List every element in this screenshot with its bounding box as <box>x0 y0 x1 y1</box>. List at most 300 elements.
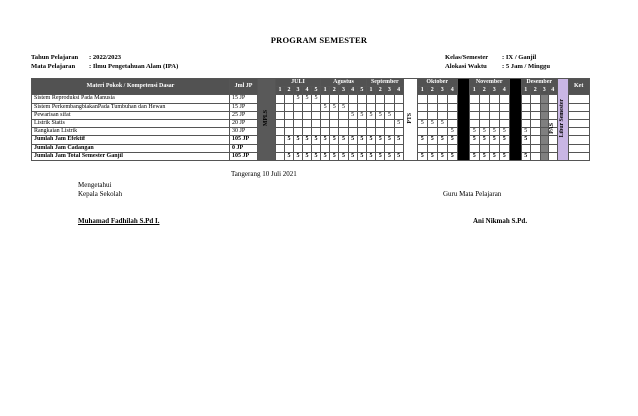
row-cell: 5 <box>447 128 457 136</box>
row-cell: 5 <box>366 136 375 144</box>
row-cell <box>530 144 540 152</box>
row-ket <box>568 152 589 160</box>
row-cell: 5 <box>366 152 375 160</box>
row-cell <box>303 144 312 152</box>
row-cell <box>285 128 294 136</box>
week-header-desember-4: 4 <box>548 87 557 95</box>
row-ket <box>568 111 589 119</box>
row-cell <box>540 111 548 119</box>
pas-overlay <box>548 116 557 141</box>
row-cell <box>376 95 385 103</box>
row-cell <box>276 119 285 127</box>
row-cell <box>437 144 447 152</box>
row-cell <box>447 95 457 103</box>
week-header-agustus-5: 5 <box>357 87 366 95</box>
week-header-november-1: 1 <box>469 87 479 95</box>
row-cell: 5 <box>339 136 348 144</box>
row-cell: 5 <box>489 136 499 144</box>
row-jp: 30 JP <box>230 128 258 136</box>
row-cell <box>339 95 348 103</box>
row-cell <box>394 144 403 152</box>
row-cell <box>385 95 394 103</box>
row-cell: 5 <box>294 152 303 160</box>
row-cell <box>437 103 447 111</box>
row-cell: 5 <box>417 152 427 160</box>
row-cell: 5 <box>348 152 357 160</box>
row-materi: Sistem PerkembangbiakanPada Tumbuhan dan Hewan <box>32 103 230 111</box>
row-cell: 5 <box>447 152 457 160</box>
row-cell <box>479 95 489 103</box>
row-cell <box>321 144 330 152</box>
row-cell: 5 <box>499 128 509 136</box>
row-materi: Listrik Statis <box>32 119 230 127</box>
row-jp: 105 JP <box>230 136 258 144</box>
row-cell <box>530 95 540 103</box>
row-cell <box>303 111 312 119</box>
row-cell <box>376 128 385 136</box>
row-cell <box>447 144 457 152</box>
row-cell <box>540 128 548 136</box>
row-cell <box>499 103 509 111</box>
row-cell: 5 <box>427 119 437 127</box>
week-header-agustus-4: 4 <box>348 87 357 95</box>
row-jp: 25 JP <box>230 111 258 119</box>
row-cell: 5 <box>394 136 403 144</box>
week-header-juli-1: 1 <box>276 87 285 95</box>
row-cell: 5 <box>376 152 385 160</box>
row-cell <box>276 95 285 103</box>
row-cell: 5 <box>312 152 321 160</box>
row-cell: 5 <box>303 152 312 160</box>
row-cell <box>469 144 479 152</box>
row-cell <box>276 144 285 152</box>
row-cell <box>489 144 499 152</box>
row-cell <box>348 95 357 103</box>
row-cell <box>285 144 294 152</box>
row-cell: 5 <box>339 103 348 111</box>
meta-alokasi <box>445 63 550 70</box>
row-materi: Jumlah Jam Efektif <box>32 136 230 144</box>
row-cell <box>385 103 394 111</box>
row-cell: 5 <box>499 152 509 160</box>
row-cell <box>427 128 437 136</box>
row-cell <box>339 111 348 119</box>
row-cell <box>385 144 394 152</box>
pas-label: PAS <box>549 123 555 134</box>
row-cell <box>385 119 394 127</box>
col-header-ket: Ket <box>568 79 589 95</box>
row-cell <box>548 144 557 152</box>
row-cell: 5 <box>417 119 427 127</box>
row-cell <box>276 103 285 111</box>
meta-mapel-key: Mata Pelajaran <box>31 63 76 70</box>
row-cell <box>330 119 339 127</box>
meta-tahun-value: : 2022/2023 <box>89 54 122 61</box>
row-cell: 5 <box>321 136 330 144</box>
row-cell: 5 <box>303 95 312 103</box>
week-header-oktober-3: 3 <box>437 87 447 95</box>
week-header-november-3: 3 <box>489 87 499 95</box>
row-materi: Rangkaian Listrik <box>32 128 230 136</box>
table-row <box>32 152 590 160</box>
row-cell <box>276 128 285 136</box>
row-cell <box>348 128 357 136</box>
row-ket <box>568 103 589 111</box>
row-cell <box>540 136 548 144</box>
row-cell <box>548 152 557 160</box>
row-cell <box>499 119 509 127</box>
row-cell: 5 <box>417 136 427 144</box>
row-ket <box>568 128 589 136</box>
row-cell <box>548 95 557 103</box>
row-cell <box>427 111 437 119</box>
row-cell <box>499 144 509 152</box>
row-cell <box>376 103 385 111</box>
week-header-oktober-4: 4 <box>447 87 457 95</box>
row-cell <box>437 111 447 119</box>
row-cell <box>357 119 366 127</box>
row-cell: 5 <box>521 128 530 136</box>
week-header-juli-5: 5 <box>312 87 321 95</box>
row-cell <box>366 103 375 111</box>
week-header-november-2: 2 <box>479 87 489 95</box>
row-cell: 5 <box>330 136 339 144</box>
row-materi: Sistem Reproduksi Pada Manusia <box>32 95 230 103</box>
table-row <box>32 111 590 119</box>
libur-semester-column <box>557 79 568 161</box>
row-cell <box>303 119 312 127</box>
row-cell <box>285 111 294 119</box>
row-cell: 5 <box>294 136 303 144</box>
row-cell: 5 <box>339 152 348 160</box>
row-cell: 5 <box>385 136 394 144</box>
page-title: PROGRAM SEMESTER <box>270 35 368 45</box>
mpls-column <box>258 79 276 161</box>
row-cell <box>521 119 530 127</box>
week-header-agustus-3: 3 <box>339 87 348 95</box>
row-cell: 5 <box>285 152 294 160</box>
program-semester-table <box>31 78 590 161</box>
row-cell: 5 <box>394 119 403 127</box>
row-cell <box>540 95 548 103</box>
row-cell <box>366 95 375 103</box>
mpls-label: MPLS <box>263 109 269 126</box>
meta-kelas-key: Kelas/Semester <box>445 54 489 61</box>
table-row <box>32 136 590 144</box>
meta-kelas-value: : IX / Ganjil <box>502 54 537 61</box>
row-cell <box>348 119 357 127</box>
row-cell: 5 <box>303 136 312 144</box>
month-header-agustus: Agustus <box>321 79 367 87</box>
row-cell <box>530 128 540 136</box>
row-cell: 5 <box>330 152 339 160</box>
row-cell <box>294 103 303 111</box>
row-cell <box>437 128 447 136</box>
row-cell: 5 <box>385 111 394 119</box>
row-cell <box>499 111 509 119</box>
week-header-september-4: 4 <box>394 87 403 95</box>
week-header-desember-2: 2 <box>530 87 540 95</box>
row-ket <box>568 95 589 103</box>
row-cell <box>330 144 339 152</box>
row-jp: 105 JP <box>230 152 258 160</box>
row-cell: 5 <box>489 128 499 136</box>
row-cell <box>479 111 489 119</box>
row-cell <box>385 128 394 136</box>
row-cell <box>530 103 540 111</box>
week-header-november-4: 4 <box>499 87 509 95</box>
month-header-september: September <box>366 79 403 87</box>
row-cell <box>348 144 357 152</box>
row-cell <box>285 95 294 103</box>
row-cell <box>540 119 548 127</box>
row-cell <box>427 144 437 152</box>
row-cell: 5 <box>521 152 530 160</box>
break-column-3 <box>457 79 469 161</box>
row-cell <box>479 119 489 127</box>
row-cell <box>321 128 330 136</box>
row-cell <box>489 111 499 119</box>
table-row <box>32 103 590 111</box>
kepsek-label: Kepala Sekolah <box>78 190 123 198</box>
row-cell <box>357 95 366 103</box>
row-cell <box>339 144 348 152</box>
row-cell <box>479 144 489 152</box>
row-cell: 5 <box>469 128 479 136</box>
row-cell <box>530 136 540 144</box>
row-cell: 5 <box>437 119 447 127</box>
week-header-agustus-1: 1 <box>321 87 330 95</box>
meta-tahun-key: Tahun Pelajaran <box>31 54 79 61</box>
row-cell: 5 <box>479 152 489 160</box>
row-cell <box>540 103 548 111</box>
row-cell: 5 <box>348 136 357 144</box>
week-header-oktober-2: 2 <box>427 87 437 95</box>
row-cell <box>357 128 366 136</box>
col-header-jml: Jml JP <box>230 79 258 95</box>
row-cell: 5 <box>447 136 457 144</box>
row-cell: 5 <box>357 136 366 144</box>
row-cell <box>294 144 303 152</box>
row-cell: 5 <box>385 152 394 160</box>
row-cell: 5 <box>330 103 339 111</box>
row-cell <box>499 95 509 103</box>
row-cell <box>394 103 403 111</box>
pts-column <box>403 79 417 161</box>
row-cell <box>376 144 385 152</box>
week-header-september-2: 2 <box>376 87 385 95</box>
row-cell <box>548 103 557 111</box>
row-cell <box>417 144 427 152</box>
week-header-september-3: 3 <box>385 87 394 95</box>
row-cell <box>348 103 357 111</box>
table-row <box>32 144 590 152</box>
week-header-juli-4: 4 <box>303 87 312 95</box>
row-cell <box>330 95 339 103</box>
row-cell <box>489 119 499 127</box>
row-cell: 5 <box>348 111 357 119</box>
row-cell <box>294 119 303 127</box>
meta-alokasi-key: Alokasi Waktu <box>445 63 487 70</box>
week-header-desember-3: 3 <box>540 87 548 95</box>
row-cell <box>312 144 321 152</box>
row-cell <box>469 119 479 127</box>
guru-label: Guru Mata Pelajaran <box>443 190 502 198</box>
row-jp: 15 JP <box>230 95 258 103</box>
row-cell: 5 <box>321 152 330 160</box>
row-cell: 5 <box>479 136 489 144</box>
row-cell <box>540 152 548 160</box>
row-cell: 5 <box>437 136 447 144</box>
row-cell <box>312 111 321 119</box>
row-cell <box>321 119 330 127</box>
row-cell <box>437 95 447 103</box>
row-cell <box>530 111 540 119</box>
row-cell <box>521 144 530 152</box>
meta-tahun <box>31 54 121 61</box>
row-cell <box>321 95 330 103</box>
row-materi: Pewarisan sifat <box>32 111 230 119</box>
row-cell <box>312 119 321 127</box>
row-cell: 5 <box>285 136 294 144</box>
row-cell <box>312 103 321 111</box>
row-cell <box>357 103 366 111</box>
row-cell <box>447 111 457 119</box>
kepsek-name: Muhamad Fadhilah S.Pd I. <box>78 217 160 225</box>
row-cell <box>357 144 366 152</box>
row-cell <box>321 111 330 119</box>
libur-semester-label: Libur Semester <box>559 98 566 138</box>
row-cell <box>530 152 540 160</box>
row-cell <box>294 128 303 136</box>
row-cell <box>312 128 321 136</box>
meta-kelas <box>445 54 536 61</box>
row-cell <box>540 144 548 152</box>
row-cell <box>366 144 375 152</box>
week-header-oktober-1: 1 <box>417 87 427 95</box>
row-cell: 5 <box>469 136 479 144</box>
row-cell <box>294 111 303 119</box>
row-cell <box>521 95 530 103</box>
col-header-materi: Materi Pokok / Kompetensi Dasar <box>32 79 230 95</box>
row-cell <box>339 119 348 127</box>
row-cell: 5 <box>321 103 330 111</box>
row-ket <box>568 144 589 152</box>
meta-mapel-value: : Ilmu Pengetahuan Alam (IPA) <box>89 63 179 70</box>
break-column-4 <box>509 79 521 161</box>
row-cell <box>489 95 499 103</box>
week-header-juli-3: 3 <box>294 87 303 95</box>
row-cell <box>417 95 427 103</box>
week-header-juli-2: 2 <box>285 87 294 95</box>
row-cell <box>285 119 294 127</box>
table-row <box>32 95 590 103</box>
row-cell <box>427 103 437 111</box>
row-cell <box>521 111 530 119</box>
row-cell: 5 <box>437 152 447 160</box>
row-jp: 15 JP <box>230 103 258 111</box>
meta-mapel <box>31 63 178 70</box>
meta-alokasi-value: : 5 Jam / Minggu <box>502 63 550 70</box>
row-cell <box>394 95 403 103</box>
month-header-november: November <box>469 79 509 87</box>
row-cell <box>417 128 427 136</box>
row-cell: 5 <box>357 152 366 160</box>
row-cell: 5 <box>376 136 385 144</box>
row-cell <box>330 128 339 136</box>
row-cell: 5 <box>469 152 479 160</box>
row-materi: Jumlah Jam Total Semester Ganjil <box>32 152 230 160</box>
row-cell: 5 <box>366 111 375 119</box>
row-cell <box>303 128 312 136</box>
row-cell <box>489 103 499 111</box>
row-cell <box>427 95 437 103</box>
week-header-agustus-2: 2 <box>330 87 339 95</box>
row-cell <box>366 128 375 136</box>
row-cell <box>276 136 285 144</box>
row-cell <box>330 111 339 119</box>
row-cell <box>521 103 530 111</box>
pts-label: PTS <box>406 112 413 124</box>
row-cell: 5 <box>499 136 509 144</box>
row-cell: 5 <box>357 111 366 119</box>
row-cell: 5 <box>294 95 303 103</box>
week-header-september-1: 1 <box>366 87 375 95</box>
guru-name: Ani Nikmah S.Pd. <box>473 217 528 225</box>
row-cell <box>394 111 403 119</box>
row-cell <box>469 103 479 111</box>
row-cell <box>447 119 457 127</box>
row-jp: 20 JP <box>230 119 258 127</box>
row-cell <box>276 152 285 160</box>
mengetahui-label: Mengetahui <box>78 181 112 189</box>
row-cell: 5 <box>427 136 437 144</box>
row-cell <box>276 111 285 119</box>
row-cell <box>447 103 457 111</box>
place-date: Tangerang 10 Juli 2021 <box>231 170 297 178</box>
row-cell: 5 <box>312 95 321 103</box>
row-cell <box>394 128 403 136</box>
table-row <box>32 119 590 127</box>
table-row <box>32 128 590 136</box>
row-cell: 5 <box>394 152 403 160</box>
row-cell: 5 <box>489 152 499 160</box>
row-ket <box>568 136 589 144</box>
row-ket <box>568 119 589 127</box>
row-cell <box>376 119 385 127</box>
row-cell: 5 <box>521 136 530 144</box>
row-materi: Jumlah Jam Cadangan <box>32 144 230 152</box>
row-jp: 0 JP <box>230 144 258 152</box>
row-cell <box>339 128 348 136</box>
row-cell <box>469 111 479 119</box>
row-cell <box>417 111 427 119</box>
row-cell <box>285 103 294 111</box>
row-cell <box>530 119 540 127</box>
row-cell: 5 <box>312 136 321 144</box>
week-header-desember-1: 1 <box>521 87 530 95</box>
month-header-oktober: Oktober <box>417 79 457 87</box>
row-cell <box>479 103 489 111</box>
row-cell: 5 <box>479 128 489 136</box>
month-header-desember: Desember <box>521 79 557 87</box>
row-cell: 5 <box>427 152 437 160</box>
row-cell <box>303 103 312 111</box>
row-cell <box>469 95 479 103</box>
row-cell <box>417 103 427 111</box>
row-cell <box>366 119 375 127</box>
month-header-juli: JULI <box>276 79 321 87</box>
